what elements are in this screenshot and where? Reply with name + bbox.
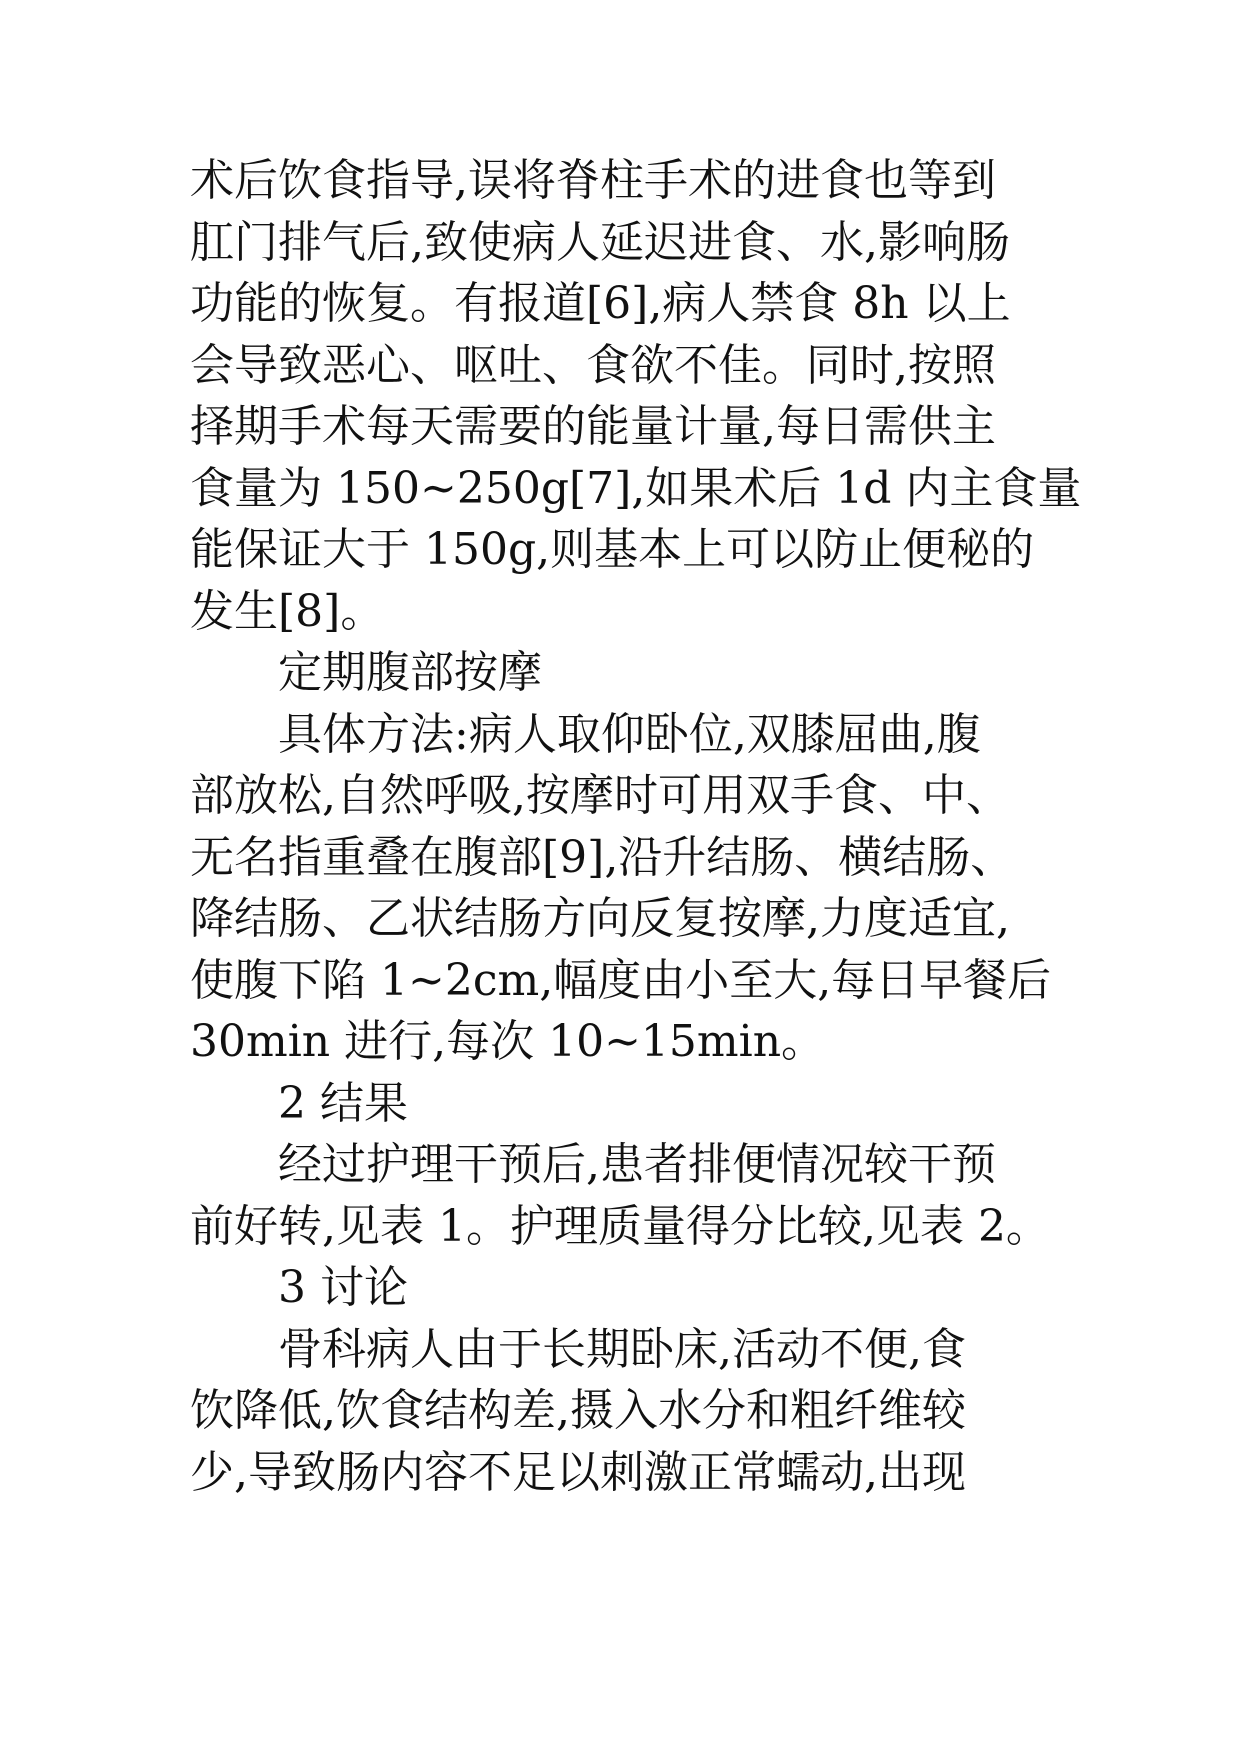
- document-body: [190, 150, 1090, 1503]
- text-line: 使腹下陷 1~2cm,幅度由小至大,每日早餐后: [190, 954, 1052, 1006]
- text-line: 饮降低,饮食结构差,摄入水分和粗纤维较: [190, 1385, 966, 1436]
- text-line: 发生[8]。: [190, 585, 385, 637]
- text-line: 能保证大于 150g,则基本上可以防止便秘的: [190, 524, 1035, 575]
- section-heading-results: 2 结果: [278, 1077, 408, 1129]
- paragraph-first-line: 骨科病人由于长期卧床,活动不便,食: [278, 1323, 966, 1375]
- section-heading-discussion: 3 讨论: [278, 1262, 408, 1313]
- text-line: 会导致恶心、呕吐、食欲不佳。同时,按照: [190, 339, 996, 391]
- text-line: 肛门排气后,致使病人延迟进食、水,影响肠: [190, 216, 1010, 268]
- text-line: 无名指重叠在腹部[9],沿升结肠、横结肠、: [190, 831, 1015, 883]
- text-line: 降结肠、乙状结肠方向反复按摩,力度适宜,: [190, 893, 1010, 944]
- text-line: 术后饮食指导,误将脊柱手术的进食也等到: [190, 155, 996, 206]
- text-line: 前好转,见表 1。护理质量得分比较,见表 2。: [190, 1200, 1050, 1252]
- paragraph-first-line: 经过护理干预后,患者排便情况较干预: [278, 1139, 996, 1190]
- text-line: 择期手术每天需要的能量计量,每日需供主: [190, 401, 996, 452]
- text-line: 部放松,自然呼吸,按摩时可用双手食、中、: [190, 770, 1010, 821]
- text-line: 少,导致肠内容不足以刺激正常蠕动,出现: [190, 1446, 966, 1498]
- text-line: 食量为 150~250g[7],如果术后 1d 内主食量: [190, 462, 1082, 514]
- text-line: 30min 进行,每次 10~15min。: [190, 1016, 826, 1067]
- paragraph-first-line: 具体方法:病人取仰卧位,双膝屈曲,腹: [278, 708, 981, 760]
- text-line: 功能的恢复。有报道[6],病人禁食 8h 以上: [190, 278, 1011, 329]
- section-heading-abdominal-massage: 定期腹部按摩: [278, 647, 542, 698]
